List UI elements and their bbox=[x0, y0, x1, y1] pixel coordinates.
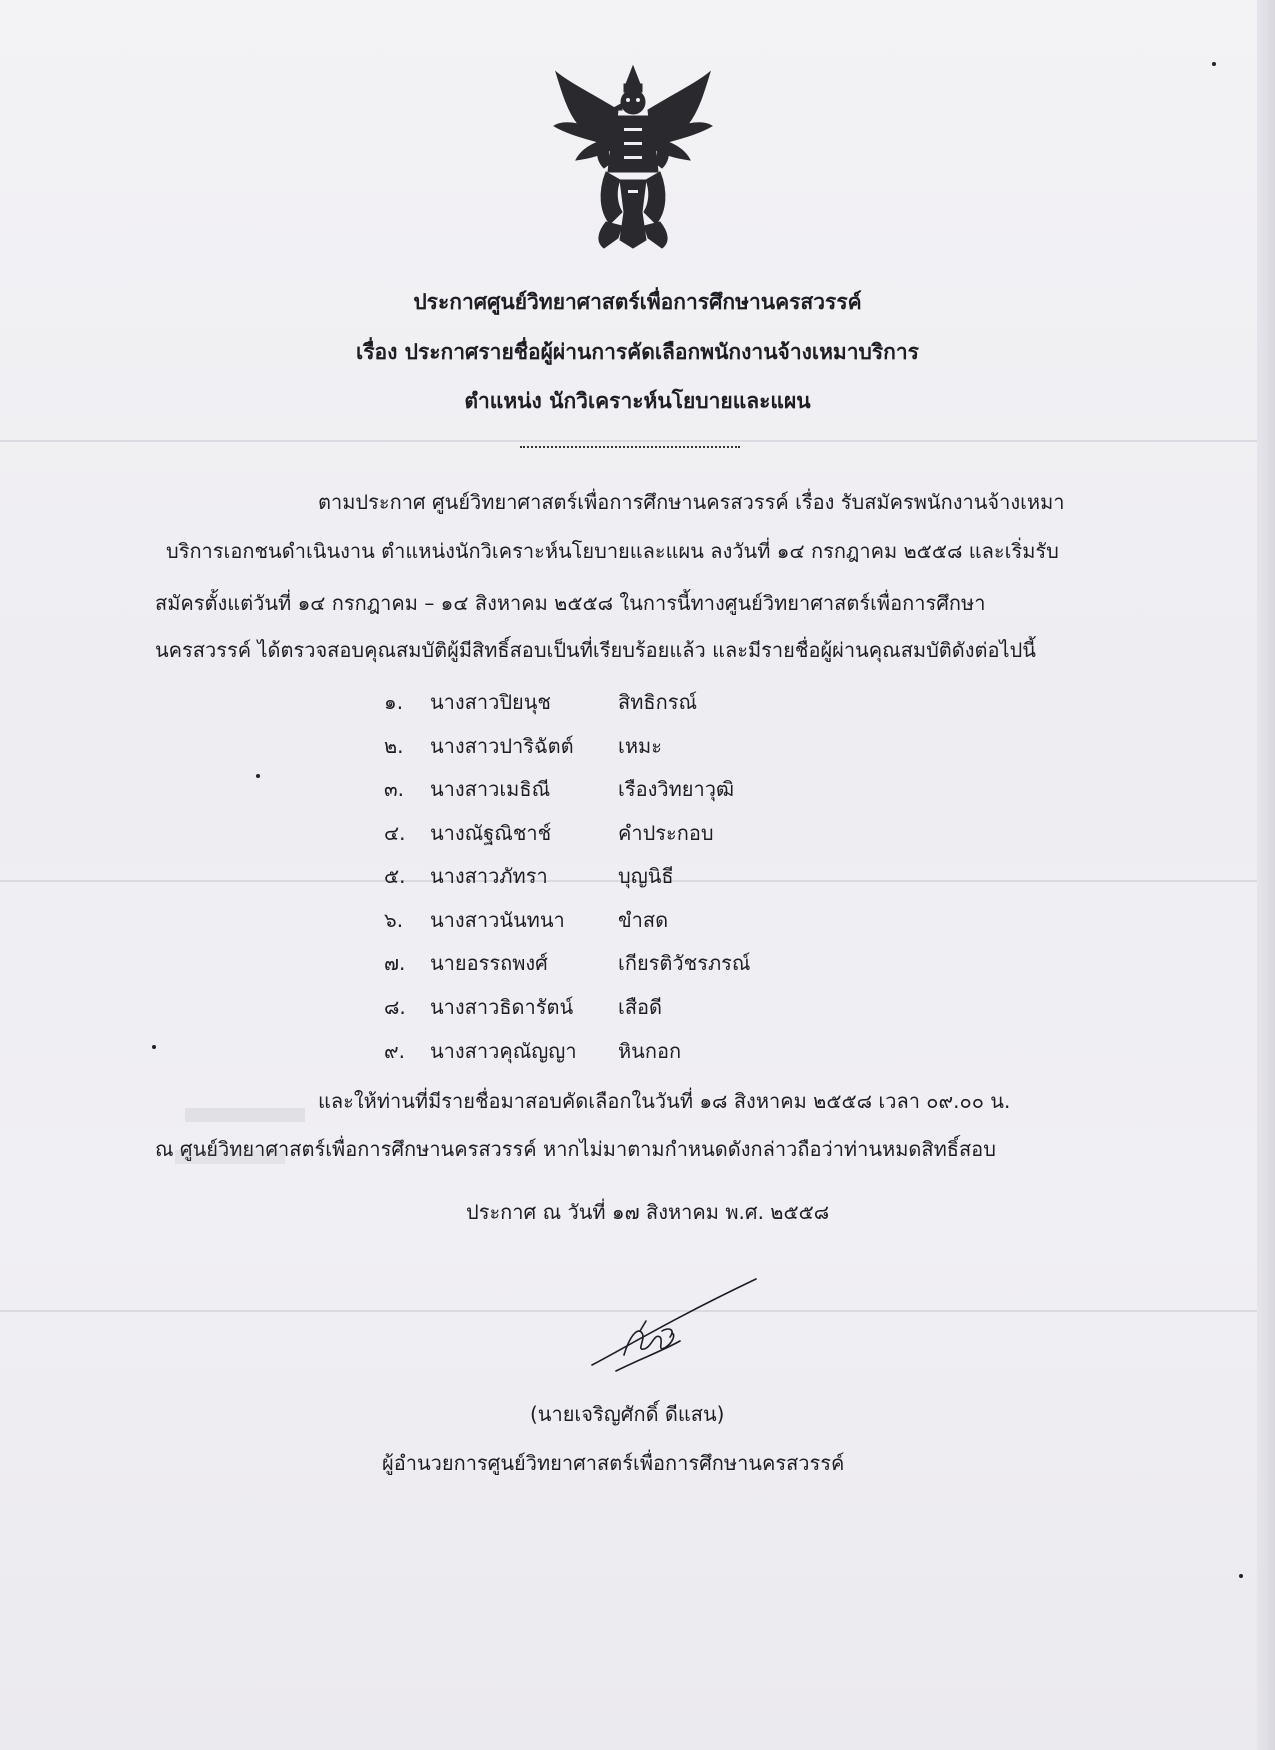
candidate-last-name: เหมะ bbox=[618, 734, 662, 758]
paper-speck bbox=[256, 774, 260, 778]
bleed-through-mark bbox=[185, 1108, 305, 1122]
signer-name: (นายเจริญศักดิ์ ดีแสน) bbox=[530, 1402, 725, 1426]
announcement-date: ประกาศ ณ วันที่ ๑๗ สิงหาคม พ.ศ. ๒๕๕๘ bbox=[466, 1200, 830, 1224]
item-number: ๖. bbox=[384, 908, 404, 932]
bleed-through-mark bbox=[175, 1150, 285, 1164]
item-number: ๓. bbox=[384, 777, 405, 801]
paper-fold bbox=[0, 440, 1275, 442]
candidate-first-name: นางสาวภัทรา bbox=[430, 864, 548, 888]
candidate-last-name: บุญนิธี bbox=[618, 864, 674, 888]
signature bbox=[580, 1275, 760, 1385]
paragraph-line: สมัครตั้งแต่วันที่ ๑๔ กรกฎาคม – ๑๔ สิงหาคม ๒๕๕๘ ในการนี้ทางศูนย์วิทยาศาสตร์เพื่อการศึกษา bbox=[155, 591, 986, 615]
candidate-last-name: เกียรติวัชรภรณ์ bbox=[618, 951, 751, 975]
candidate-first-name: นายอรรถพงศ์ bbox=[430, 951, 548, 975]
announcement-title: ประกาศศูนย์วิทยาศาสตร์เพื่อการศึกษานครสวรรค์ bbox=[413, 290, 862, 314]
paragraph-line: ณ ศูนย์วิทยาศาสตร์เพื่อการศึกษานครสวรรค์ หากไม่มาตามกำหนดดังกล่าวถือว่าท่านหมดสิทธิ์สอบ bbox=[155, 1137, 996, 1161]
item-number: ๗. bbox=[384, 951, 406, 975]
candidate-last-name: ขำสด bbox=[618, 908, 669, 932]
page-edge bbox=[1257, 0, 1275, 1750]
announcement-position: ตำแหน่ง นักวิเคราะห์นโยบายและแผน bbox=[464, 389, 811, 413]
candidate-first-name: นางสาวนันทนา bbox=[430, 908, 565, 932]
candidate-first-name: นางณัฐณิชาช์ bbox=[430, 821, 552, 845]
paper-speck bbox=[152, 1045, 156, 1049]
candidate-last-name: เสือดี bbox=[618, 995, 663, 1019]
paragraph-line: ตามประกาศ ศูนย์วิทยาศาสตร์เพื่อการศึกษานครสวรรค์ เรื่อง รับสมัครพนักงานจ้างเหมา bbox=[318, 490, 1065, 514]
dotted-separator bbox=[520, 446, 740, 448]
paragraph-line: และให้ท่านที่มีรายชื่อมาสอบคัดเลือกในวันที่ ๑๘ สิงหาคม ๒๕๕๘ เวลา ๐๙.๐๐ น. bbox=[318, 1089, 1011, 1113]
candidate-first-name: นางสาวเมธิณี bbox=[430, 777, 551, 801]
garuda-emblem bbox=[548, 62, 718, 252]
paper-speck bbox=[1239, 1574, 1243, 1578]
paragraph-line: บริการเอกชนดำเนินงาน ตำแหน่งนักวิเคราะห์นโยบายและแผน ลงวันที่ ๑๔ กรกฎาคม ๒๕๕๘ และเริ่มรับ bbox=[166, 539, 1059, 563]
item-number: ๔. bbox=[384, 821, 406, 845]
announcement-subject: เรื่อง ประกาศรายชื่อผู้ผ่านการคัดเลือกพนักงานจ้างเหมาบริการ bbox=[356, 340, 919, 364]
paragraph-line: นครสวรรค์ ได้ตรวจสอบคุณสมบัติผู้มีสิทธิ์สอบเป็นที่เรียบร้อยแล้ว และมีรายชื่อผู้ผ่านคุณสมบัติดังต่อไปนี้ bbox=[155, 638, 1036, 662]
candidate-last-name: หินกอก bbox=[618, 1039, 682, 1063]
candidate-first-name: นางสาวปาริฉัตต์ bbox=[430, 734, 574, 758]
paper-speck bbox=[1212, 62, 1216, 66]
candidate-last-name: เรืองวิทยาวุฒิ bbox=[618, 777, 735, 801]
signer-title: ผู้อำนวยการศูนย์วิทยาศาสตร์เพื่อการศึกษานครสวรรค์ bbox=[382, 1451, 845, 1475]
candidate-last-name: คำประกอบ bbox=[618, 821, 714, 845]
candidate-first-name: นางสาวคุณัญญา bbox=[430, 1039, 577, 1063]
candidate-first-name: นางสาวธิดารัตน์ bbox=[430, 995, 574, 1019]
candidate-first-name: นางสาวปิยนุช bbox=[430, 690, 551, 714]
item-number: ๒. bbox=[384, 734, 404, 758]
item-number: ๕. bbox=[384, 864, 406, 888]
item-number: ๙. bbox=[384, 1039, 406, 1063]
item-number: ๘. bbox=[384, 995, 406, 1019]
item-number: ๑. bbox=[384, 690, 404, 714]
candidate-last-name: สิทธิกรณ์ bbox=[618, 690, 698, 714]
